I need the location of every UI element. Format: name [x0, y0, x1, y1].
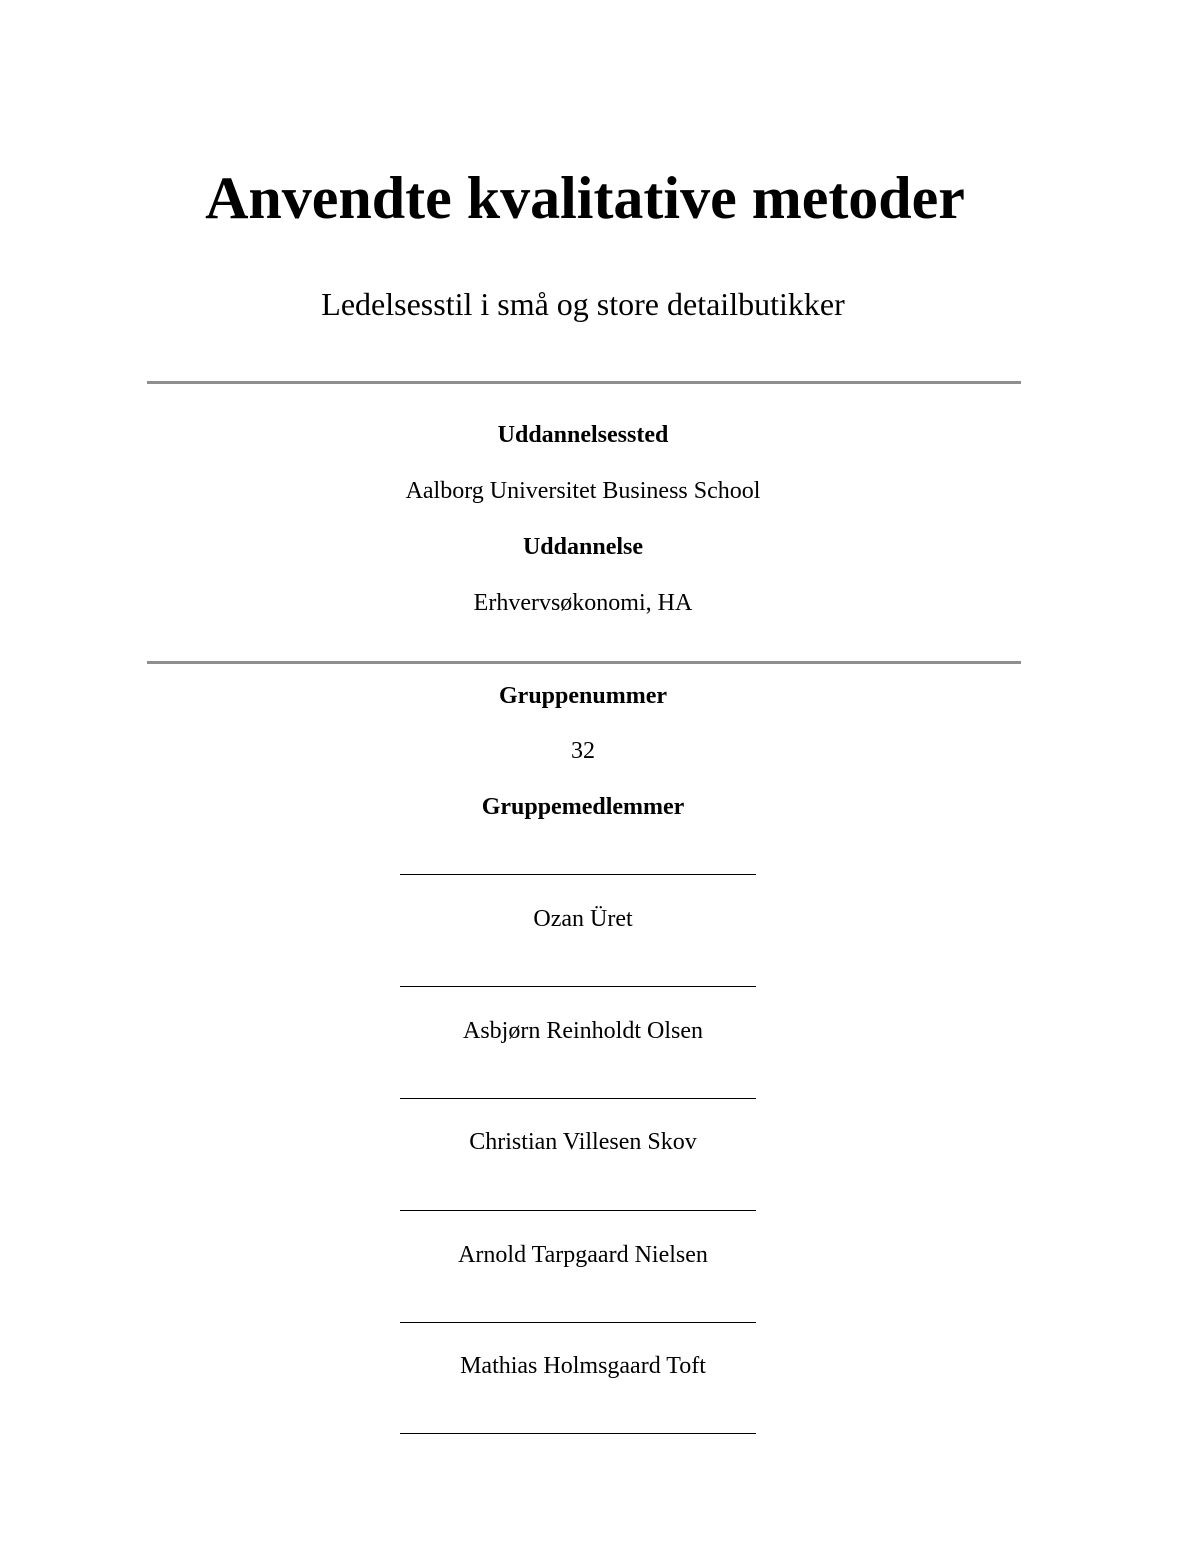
- middle-divider: [147, 661, 1021, 664]
- member-name: Asbjørn Reinholdt Olsen: [463, 1018, 703, 1044]
- signature-line: [400, 1433, 756, 1434]
- top-divider: [147, 381, 1021, 384]
- document-title: Anvendte kvalitative metoder: [205, 165, 965, 231]
- education-value: Erhvervsøkonomi, HA: [473, 590, 693, 616]
- signature-line: [400, 874, 756, 875]
- signature-line: [400, 1322, 756, 1323]
- group-number-label: Gruppenummer: [499, 683, 667, 709]
- member-name: Arnold Tarpgaard Nielsen: [458, 1242, 708, 1268]
- education-label: Uddannelse: [522, 534, 644, 560]
- member-name: Mathias Holmsgaard Toft: [460, 1353, 706, 1379]
- signature-line: [400, 1210, 756, 1211]
- member-name: Christian Villesen Skov: [469, 1129, 697, 1155]
- document-subtitle: Ledelsesstil i små og store detailbutikker: [321, 286, 845, 322]
- institution-value: Aalborg Universitet Business School: [405, 478, 761, 504]
- group-number: 32: [571, 738, 595, 764]
- institution-label: Uddannelsessted: [497, 422, 669, 448]
- member-name: Ozan Üret: [533, 906, 633, 932]
- signature-line: [400, 1098, 756, 1099]
- group-members-label: Gruppemedlemmer: [481, 794, 685, 820]
- signature-line: [400, 986, 756, 987]
